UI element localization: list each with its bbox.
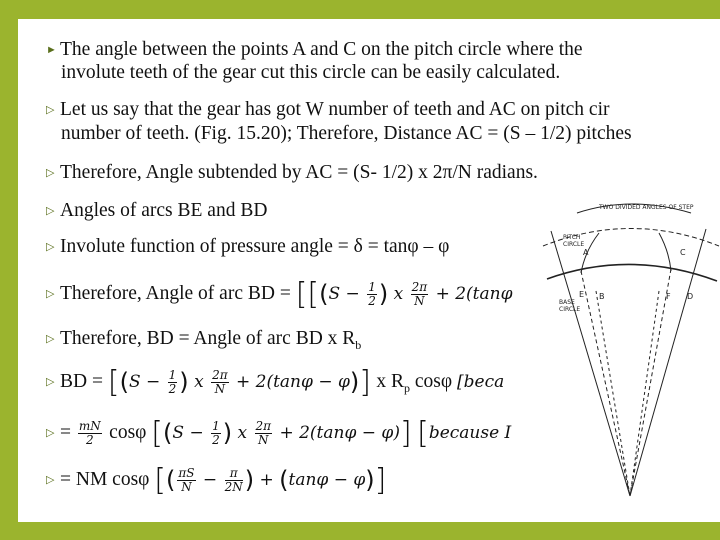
bullet-4: ▷ Angles of arcs BE and BD [46,200,268,221]
bullet-5: ▷ Involute function of pressure angle = δ = tanφ – φ [46,236,450,257]
radial-line-a [581,271,630,496]
svg-text:C: C [680,248,686,257]
bullet-8: ▷ BD = [(S − $\frac{1}{2}$ ) x $\frac{2\pi}{N}$ + 2(tanφ − φ)] x $R_p$ cosφ [beca [46,365,505,400]
bullet-arrow-icon: ▷ [46,241,55,253]
radial-line-d [630,291,659,496]
svg-text:F: F [666,292,671,301]
bullet-arrow-icon: ▷ [46,474,55,486]
svg-text:CIRCLE: CIRCLE [563,241,585,248]
formula-nm: [( $\frac{\pi S}{N}$ − $\frac{\pi}{2N}$ ) + (tanφ − φ)] [154,463,387,498]
svg-text:BASE: BASE [559,299,575,306]
bullet-6: ▷ Therefore, Angle of arc BD = [[(S − $\frac{1}{2}$ ) x $\frac{2\pi}{N}$ + 2(tanφ [46,277,513,312]
bullet-3: ▷ Therefore, Angle subtended by AC = (S- 1/2) x 2π/N radians. [46,162,538,183]
involute-gear-figure [541,191,720,516]
involute-right [659,233,671,271]
bullet-10: ▷ = NM cosφ [( $\frac{\pi S}{N}$ − $\frac{\pi}{2N}$ ) + (tanφ − φ)] [46,463,387,498]
svg-text:B: B [599,292,605,301]
bullet-arrow-icon: ▷ [46,167,55,179]
radial-line-b [596,291,630,496]
svg-text:D: D [687,292,694,301]
svg-text:CIRCLE: CIRCLE [559,306,581,313]
bullet-2: ▷ Let us say that the gear has got W number of teeth and AC on pitch cir [46,99,610,120]
bullet-1-continuation: involute teeth of the gear cut this circle can be easily calculated. [61,62,561,83]
bullet-arrow-icon: ▷ [46,104,55,116]
svg-text:TWO DIVIDED ANGLES OF STEP: TWO DIVIDED ANGLES OF STEP [599,204,694,211]
bullet-arrow-icon: ► [46,44,57,56]
svg-text:E: E [579,290,585,299]
svg-text:PITCH: PITCH [563,234,581,241]
bullet-arrow-icon: ▷ [46,205,55,217]
bullet-arrow-icon: ▷ [46,288,55,300]
formula-bd: [(S − $\frac{1}{2}$ ) x $\frac{2\pi}{N}$ + 2(tanφ − φ)] [107,365,371,400]
bullet-arrow-icon: ▷ [46,333,55,345]
formula-arc-bd: [[(S − $\frac{1}{2}$ ) x $\frac{2\pi}{N}$ + 2(tanφ [295,277,513,312]
bullet-9: ▷ = $\frac{mN}{2}$ cosφ [(S − $\frac{1}{2}$ ) x $\frac{2\pi}{N}$ + 2(tanφ − φ)] [because I [46,416,512,451]
bullet-arrow-icon: ▷ [46,427,55,439]
bullet-2-continuation: number of teeth. (Fig. 15.20); Therefore, Distance AC = (S – 1/2) pitches [61,123,632,144]
formula-mn: $\frac{mN}{2}$ [78,419,101,447]
svg-text:A: A [583,248,589,257]
bullet-7: ▷ Therefore, BD = Angle of arc BD x $R_b$ [46,328,362,352]
slide [18,19,720,522]
radial-line-c [630,269,671,496]
radial-line-left [551,231,630,496]
bullet-arrow-icon: ▷ [46,376,55,388]
bullet-1: ► The angle between the points A and C on the pitch circle where the [46,39,583,60]
radial-line-right [630,229,706,496]
